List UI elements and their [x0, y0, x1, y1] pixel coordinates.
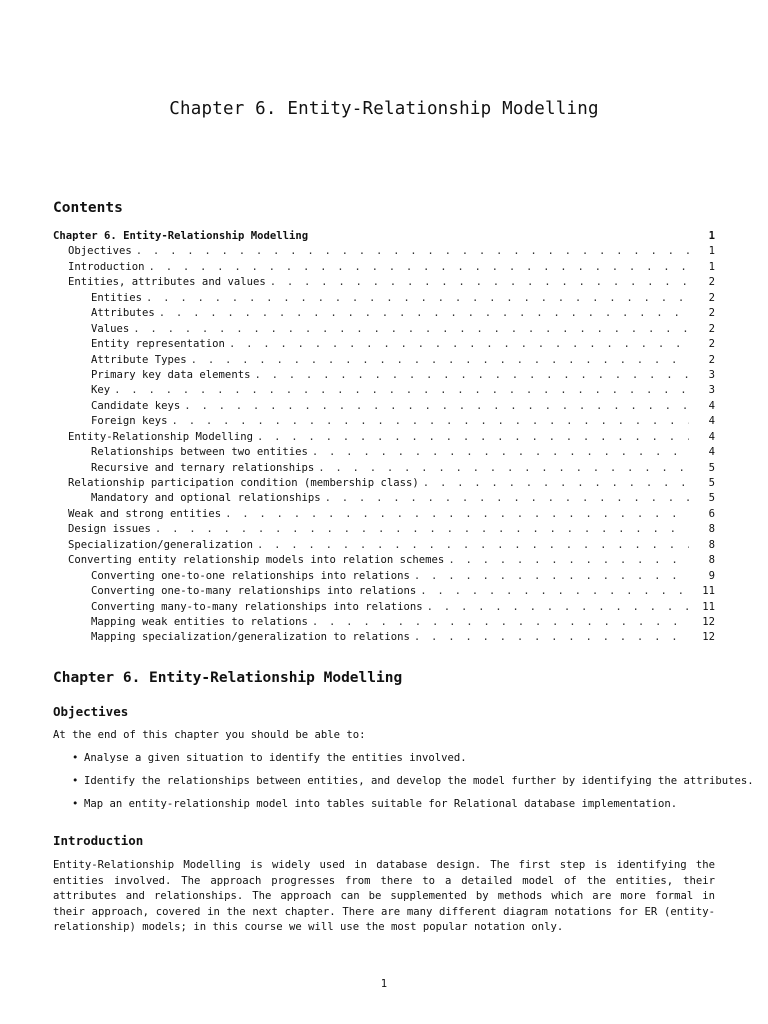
toc-leader-dots — [159, 306, 689, 321]
toc-entry[interactable] — [53, 291, 715, 306]
toc-entry-label: Key — [91, 384, 111, 397]
toc-entry-page: 1 — [708, 245, 715, 258]
introduction-heading: Introduction — [53, 833, 144, 848]
toc-entry[interactable] — [53, 353, 715, 368]
toc-entry-label: Weak and strong entities — [68, 507, 222, 520]
toc-entry[interactable] — [53, 337, 715, 352]
toc-leader-dots — [254, 368, 689, 383]
toc-entry-page: 1 — [708, 260, 715, 273]
toc-entry[interactable] — [53, 244, 715, 259]
toc-entry[interactable] — [53, 322, 715, 337]
toc-entry[interactable] — [53, 538, 715, 553]
toc-entry[interactable] — [53, 476, 715, 491]
toc-leader-dots — [427, 600, 689, 615]
toc-entry-label: Relationships between two entities — [91, 446, 308, 459]
toc-entry-label: Relationship participation condition (membership class) — [68, 477, 419, 489]
toc-entry-page: 11 — [702, 585, 715, 598]
toc-entry[interactable] — [53, 522, 715, 537]
objective-text: Map an entity-relationship model into tables suitable for Relational database implementation. — [84, 798, 678, 810]
toc-entry-label: Converting one-to-many relationships into relations — [91, 585, 417, 598]
toc-entry-page: 9 — [708, 569, 715, 582]
toc-leader-dots — [172, 414, 689, 429]
toc-entry-page: 12 — [702, 631, 715, 644]
toc-entry[interactable] — [53, 306, 715, 321]
toc-entry-label: Introduction — [68, 260, 145, 273]
toc-entry[interactable] — [53, 275, 715, 290]
toc-entry-label: Converting one-to-one relationships into relations — [91, 569, 410, 582]
objectives-list — [72, 751, 754, 820]
toc-leader-dots — [414, 569, 689, 584]
toc-entry[interactable] — [53, 630, 715, 645]
toc-entry[interactable] — [53, 600, 715, 615]
toc-entry-page: 3 — [708, 384, 715, 397]
toc-entry-page: 8 — [708, 538, 715, 551]
toc-entry[interactable] — [53, 445, 715, 460]
toc-entry-label: Mapping weak entities to relations — [91, 615, 308, 628]
toc-entry-page: 4 — [708, 399, 715, 412]
toc-leader-dots — [191, 353, 689, 368]
toc-entry[interactable] — [53, 491, 715, 506]
toc-leader-dots — [420, 584, 689, 599]
toc-leader-dots — [318, 461, 689, 476]
toc-entry-label: Mapping specialization/generalization to relations — [91, 631, 410, 644]
toc-entry-label: Chapter 6. Entity-Relationship Modelling — [53, 230, 309, 242]
introduction-paragraph: Entity-Relationship Modelling is widely used in database design. The first step is identifying the entities involved. The approach progresses from there to a detailed model of the entities, their attributes and relationships. The approach can be supplemented by methods which are more formal in their approach, covered in the next chapter. There are many different diagram notations for ER (entity-relationship) models; in this course we will use the most popular notation only. — [53, 859, 715, 933]
toc-leader-dots — [312, 445, 689, 460]
toc-entry-label: Converting many-to-many relationships into relations — [91, 600, 423, 613]
toc-leader-dots — [423, 476, 689, 491]
toc-entry-page: 5 — [708, 461, 715, 474]
toc-entry-label: Recursive and ternary relationships — [91, 461, 315, 474]
document-title: Chapter 6. Entity-Relationship Modelling — [169, 99, 599, 119]
toc-entry[interactable] — [53, 260, 715, 275]
toc-entry-page: 4 — [708, 430, 715, 443]
toc-entry-label: Converting entity relationship models into relation schemes — [68, 554, 445, 567]
list-item — [72, 751, 732, 774]
contents-heading: Contents — [53, 200, 123, 216]
toc-entry-label: Attribute Types — [91, 353, 187, 366]
toc-entry-page: 11 — [702, 600, 715, 613]
toc-leader-dots — [136, 244, 689, 259]
toc-leader-dots — [270, 275, 689, 290]
toc-leader-dots — [114, 383, 689, 398]
toc-entry-page: 8 — [708, 554, 715, 567]
toc-entry-label: Mandatory and optional relationships — [91, 492, 321, 505]
toc-leader-dots — [149, 260, 689, 275]
toc-entry-page: 3 — [708, 368, 715, 381]
toc-entry-page: 2 — [708, 353, 715, 366]
toc-entry[interactable] — [53, 553, 715, 568]
toc-entry-label: Specialization/generalization — [68, 538, 253, 551]
toc-entry-label: Values — [91, 322, 130, 335]
toc-entry-label: Candidate keys — [91, 399, 181, 412]
toc-leader-dots — [133, 322, 689, 337]
toc-entry[interactable] — [53, 569, 715, 584]
toc-entry[interactable] — [53, 229, 715, 244]
bullet-icon: • — [72, 752, 79, 764]
toc-entry-page: 5 — [708, 492, 715, 505]
toc-entry[interactable] — [53, 615, 715, 630]
toc-leader-dots — [257, 430, 689, 445]
toc-entry-page: 2 — [708, 276, 715, 289]
chapter-heading: Chapter 6. Entity-Relationship Modelling — [53, 670, 403, 686]
toc-entry-label: Entities, attributes and values — [68, 276, 266, 289]
toc-entry-page: 4 — [708, 446, 715, 459]
toc-leader-dots — [146, 291, 689, 306]
toc-entry[interactable] — [53, 414, 715, 429]
toc-leader-dots — [257, 538, 689, 553]
toc-entry-page: 5 — [708, 477, 715, 489]
toc-entry-page: 2 — [708, 291, 715, 304]
toc-entry-label: Objectives — [68, 245, 132, 258]
toc-entry-page: 1 — [708, 230, 715, 242]
toc-entry[interactable] — [53, 399, 715, 414]
objective-text: Analyse a given situation to identify the entities involved. — [84, 752, 467, 764]
toc-entry[interactable] — [53, 461, 715, 476]
toc-leader-dots — [155, 522, 689, 537]
toc-entry-label: Entity-Relationship Modelling — [68, 430, 253, 443]
toc-entry-page: 2 — [708, 322, 715, 335]
toc-entry-label: Entities — [91, 291, 143, 304]
table-of-contents — [53, 229, 715, 646]
list-item — [72, 797, 732, 820]
toc-entry-label: Entity representation — [91, 338, 225, 351]
toc-entry-label: Foreign keys — [91, 415, 168, 428]
toc-entry-label: Attributes — [91, 307, 155, 320]
toc-entry-page: 6 — [708, 507, 715, 520]
toc-entry-page: 12 — [702, 615, 715, 628]
toc-entry-label: Primary key data elements — [91, 368, 251, 381]
objectives-heading: Objectives — [53, 704, 129, 719]
objectives-intro: At the end of this chapter you should be able to: — [53, 729, 366, 741]
toc-entry-page: 2 — [708, 307, 715, 320]
toc-leader-dots — [325, 491, 689, 506]
toc-entry-label: Design issues — [68, 523, 151, 536]
toc-entry[interactable] — [53, 584, 715, 599]
toc-leader-dots — [229, 337, 689, 352]
page-number: 1 — [380, 978, 388, 990]
toc-leader-dots — [448, 553, 689, 568]
toc-entry-page: 4 — [708, 415, 715, 428]
toc-entry[interactable] — [53, 430, 715, 445]
objective-text: Identify the relationships between entities, and develop the model further by identifying the attributes. — [84, 775, 754, 787]
toc-entry-page: 8 — [708, 523, 715, 536]
toc-entry[interactable] — [53, 368, 715, 383]
toc-leader-dots — [225, 507, 689, 522]
list-item — [72, 774, 754, 797]
toc-leader-dots — [414, 630, 689, 645]
bullet-icon: • — [72, 798, 79, 810]
toc-leader-dots — [184, 399, 689, 414]
toc-leader-dots — [312, 615, 689, 630]
toc-entry[interactable] — [53, 507, 715, 522]
bullet-icon: • — [72, 775, 79, 787]
toc-entry-page: 2 — [708, 338, 715, 351]
toc-entry[interactable] — [53, 383, 715, 398]
